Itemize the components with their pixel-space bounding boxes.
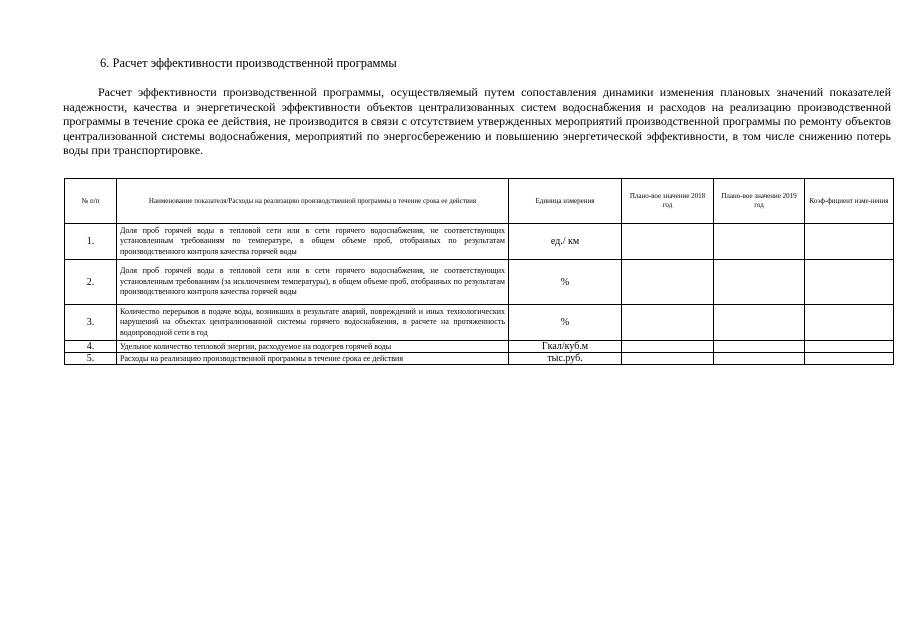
- header-coefficient: Коэф-фициент изме-нения: [805, 179, 894, 224]
- row-plan-2019: [714, 305, 805, 341]
- section-heading: 6. Расчет эффективности производственной программы: [100, 56, 397, 70]
- table-row: [65, 224, 894, 260]
- efficiency-table: [64, 178, 894, 365]
- row-indicator-name: Доля проб горячей воды в тепловой сети или в сети горячего водоснабжения, не соответствующих установленным требованиям (за исключением температуры), в общем объеме проб, отобранных по результатам производственного контроля качества горячей воды: [117, 260, 509, 305]
- row-indicator-name: Удельное количество тепловой энергии, расходуемое на подогрев горячей воды: [117, 341, 509, 353]
- table-row: [65, 305, 894, 341]
- row-unit: Гкал/куб.м: [509, 341, 622, 353]
- row-plan-2019: [714, 224, 805, 260]
- row-number: 1.: [65, 224, 117, 260]
- section-paragraph: Расчет эффективности производственной программы, осуществляемый путем сопоставления динамики изменения плановых значений показателей надежности, качества и энергетической эффективности объектов централизованных систем водоснабжения и расходов на реализацию производственной программы в течение срока ее действия, не производится в связи с отсутствием утвержденных мероприятий производственной программы по ремонту объектов централизованной системы водоснабжения, мероприятий по энергосбережению и повышению энергетической эффективности, в том числе снижению потерь воды при транспортировке.: [63, 85, 891, 158]
- row-unit: тыс.руб.: [509, 353, 622, 365]
- row-plan-2018: [622, 260, 714, 305]
- row-indicator-name: Расходы на реализацию производственной программы в течение срока ее действия: [117, 353, 509, 365]
- row-plan-2019: [714, 353, 805, 365]
- row-number: 4.: [65, 341, 117, 353]
- row-plan-2019: [714, 341, 805, 353]
- row-number: 3.: [65, 305, 117, 341]
- row-plan-2018: [622, 341, 714, 353]
- table-header-row: [65, 179, 894, 224]
- table-row: [65, 353, 894, 365]
- row-coefficient: [805, 260, 894, 305]
- header-plan-2018: Плано-вое значение 2018 год: [622, 179, 714, 224]
- row-indicator-name: Количество перерывов в подаче воды, возникших в результате аварий, повреждений и иных технологических нарушений на объектах централизованной системы горячего водоснабжения, в расчете на протяженность водопроводной сети в год: [117, 305, 509, 341]
- header-num: № п/п: [65, 179, 117, 224]
- header-plan-2019: Плано-вое значение 2019 год: [714, 179, 805, 224]
- header-name: Наименование показателя/Расходы на реализацию производственной программы в течение срока ее действия: [117, 179, 509, 224]
- row-unit: ед./ км: [509, 224, 622, 260]
- row-unit: %: [509, 260, 622, 305]
- row-number: 5.: [65, 353, 117, 365]
- row-plan-2019: [714, 260, 805, 305]
- table-row: [65, 341, 894, 353]
- row-plan-2018: [622, 353, 714, 365]
- row-plan-2018: [622, 305, 714, 341]
- row-plan-2018: [622, 224, 714, 260]
- row-coefficient: [805, 305, 894, 341]
- row-coefficient: [805, 341, 894, 353]
- header-unit: Единица измерения: [509, 179, 622, 224]
- row-indicator-name: Доля проб горячей воды в тепловой сети или в сети горячего водоснабжения, не соответствующих установленным требованиям по температуре, в общем объеме проб, отобранных по результатам производственного контроля качества горячей воды: [117, 224, 509, 260]
- row-number: 2.: [65, 260, 117, 305]
- table-row: [65, 260, 894, 305]
- row-unit: %: [509, 305, 622, 341]
- row-coefficient: [805, 353, 894, 365]
- row-coefficient: [805, 224, 894, 260]
